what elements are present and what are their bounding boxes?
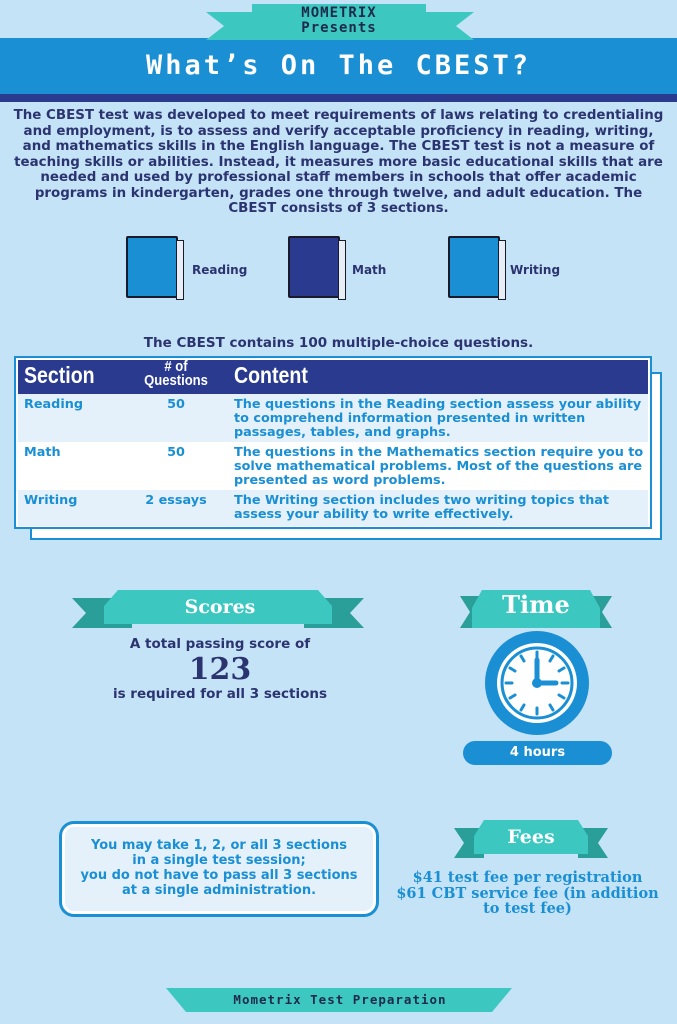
book-label-writing: Writing <box>510 263 561 277</box>
book-label-reading: Reading <box>192 263 248 277</box>
fees-text <box>390 870 665 917</box>
scores-title: Scores <box>184 596 256 618</box>
scores-line1: A total passing score of <box>129 636 311 652</box>
header-num-line2: Questions <box>144 373 208 389</box>
session-line1: You may take 1, 2, or all 3 sections <box>90 838 347 853</box>
row-content: The questions in the Mathematics section require you to solve mathematical problems. Most of the questions are presented as word problems. <box>234 445 644 488</box>
header-section: Section <box>24 362 95 388</box>
passing-score: 123 <box>188 652 252 687</box>
fees-line1: $41 test fee per registration <box>412 869 643 886</box>
session-line3: you do not have to pass all 3 sections <box>80 868 358 883</box>
table-header <box>18 360 648 394</box>
row-num: 50 <box>167 445 185 460</box>
header-num-questions <box>138 360 214 388</box>
book-label-math: Math <box>352 263 387 277</box>
time-value: 4 hours <box>463 741 612 765</box>
clock-icon <box>484 630 590 736</box>
presenter-line2: Presents <box>301 20 377 36</box>
time-title: Time <box>502 590 570 619</box>
header-num-line1: # of <box>164 359 188 375</box>
row-content: The Writing section includes two writing topics that assess your ability to write effectively. <box>234 493 610 522</box>
header-divider <box>0 94 677 102</box>
row-content: The questions in the Reading section assess your ability to comprehend information presented in written passages, tables, and graphs. <box>234 397 642 440</box>
questions-summary: The CBEST contains 100 multiple-choice questions. <box>143 335 534 351</box>
table-row <box>18 442 648 490</box>
presenter-line1: MOMETRIX <box>301 5 377 21</box>
page-title: What’s On The CBEST? <box>145 50 532 81</box>
row-num: 50 <box>167 397 185 412</box>
table-row <box>18 394 648 442</box>
table-row <box>18 490 648 526</box>
footer-text: Mometrix Test Preparation <box>233 992 447 1007</box>
fees-line2: $61 CBT service fee (in addition <box>396 884 659 902</box>
session-line4: at a single administration. <box>121 883 317 898</box>
fees-line3: to test fee) <box>483 900 572 917</box>
session-line2: in a single test session; <box>132 853 306 868</box>
row-num: 2 essays <box>145 493 207 508</box>
session-text <box>62 838 376 898</box>
header-content: Content <box>234 362 308 388</box>
book-icon <box>448 236 506 300</box>
book-icon <box>288 236 346 300</box>
fees-title: Fees <box>507 826 555 848</box>
presenter-text <box>252 6 426 36</box>
intro-paragraph: The CBEST test was developed to meet requirements of laws relating to credentialing and employment, is to assess and verify acceptable proficiency in reading, writing, and mathematics skills in the English language. The CBEST test is not a measure of teaching skills or abilities. Instead, it measures more basic educational skills that are needed and used by professional staff members in schools that offer academic programs in kindergarten, grades one through twelve, and adult education. The CBEST consists of 3 sections. <box>13 108 664 216</box>
book-icon <box>126 236 184 300</box>
row-section: Writing <box>24 493 78 508</box>
row-section: Math <box>24 445 61 460</box>
row-section: Reading <box>24 397 83 412</box>
ribbon-left-tail <box>206 12 254 40</box>
ribbon-right-tail <box>426 12 474 40</box>
scores-line2: is required for all 3 sections <box>112 686 328 702</box>
